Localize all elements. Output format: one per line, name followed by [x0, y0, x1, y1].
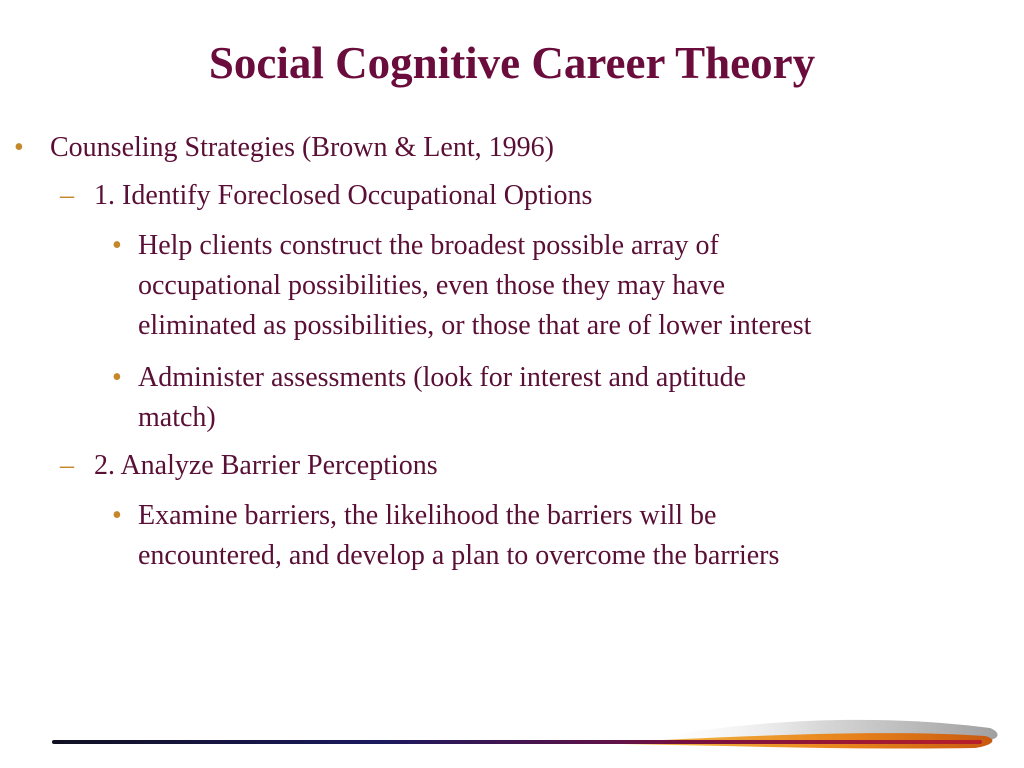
detail-line: Help clients construct the broadest possible array of: [138, 230, 719, 261]
decorative-swoosh: [0, 700, 1024, 768]
swoosh-line: [52, 740, 982, 744]
detail-text: [112, 226, 811, 346]
bullet-item-counseling-strategies: [14, 128, 554, 168]
bullet-marker: •: [14, 132, 24, 163]
subitem-text: 2. Analyze Barrier Perceptions: [94, 450, 438, 481]
bullet-marker: •: [112, 500, 122, 531]
detail-item-administer-assessments: [112, 358, 746, 438]
detail-line: Administer assessments (look for interest and aptitude: [138, 362, 747, 393]
dash-marker: –: [60, 450, 74, 481]
bullet-marker: •: [112, 362, 122, 393]
detail-item-examine-barriers: [112, 496, 779, 576]
bullet-text: Counseling Strategies (Brown & Lent, 1996): [50, 132, 554, 163]
subitem-analyze-barrier-perceptions: [60, 446, 438, 486]
dash-marker: –: [60, 180, 74, 211]
bullet-marker: •: [112, 230, 122, 261]
detail-item-help-clients: [112, 226, 811, 346]
subitem-text: 1. Identify Foreclosed Occupational Options: [94, 180, 593, 211]
slide-title: Social Cognitive Career Theory: [208, 38, 816, 88]
detail-line: eliminated as possibilities, or those that are of lower interest: [138, 310, 812, 341]
detail-line: Examine barriers, the likelihood the barriers will be: [138, 500, 717, 531]
detail-line: occupational possibilities, even those they may have: [138, 270, 726, 301]
detail-line: match): [138, 402, 216, 433]
detail-line: encountered, and develop a plan to overcome the barriers: [138, 540, 780, 571]
subitem-identify-foreclosed-options: [60, 176, 592, 216]
detail-text: [112, 496, 779, 576]
detail-text: [112, 358, 746, 438]
